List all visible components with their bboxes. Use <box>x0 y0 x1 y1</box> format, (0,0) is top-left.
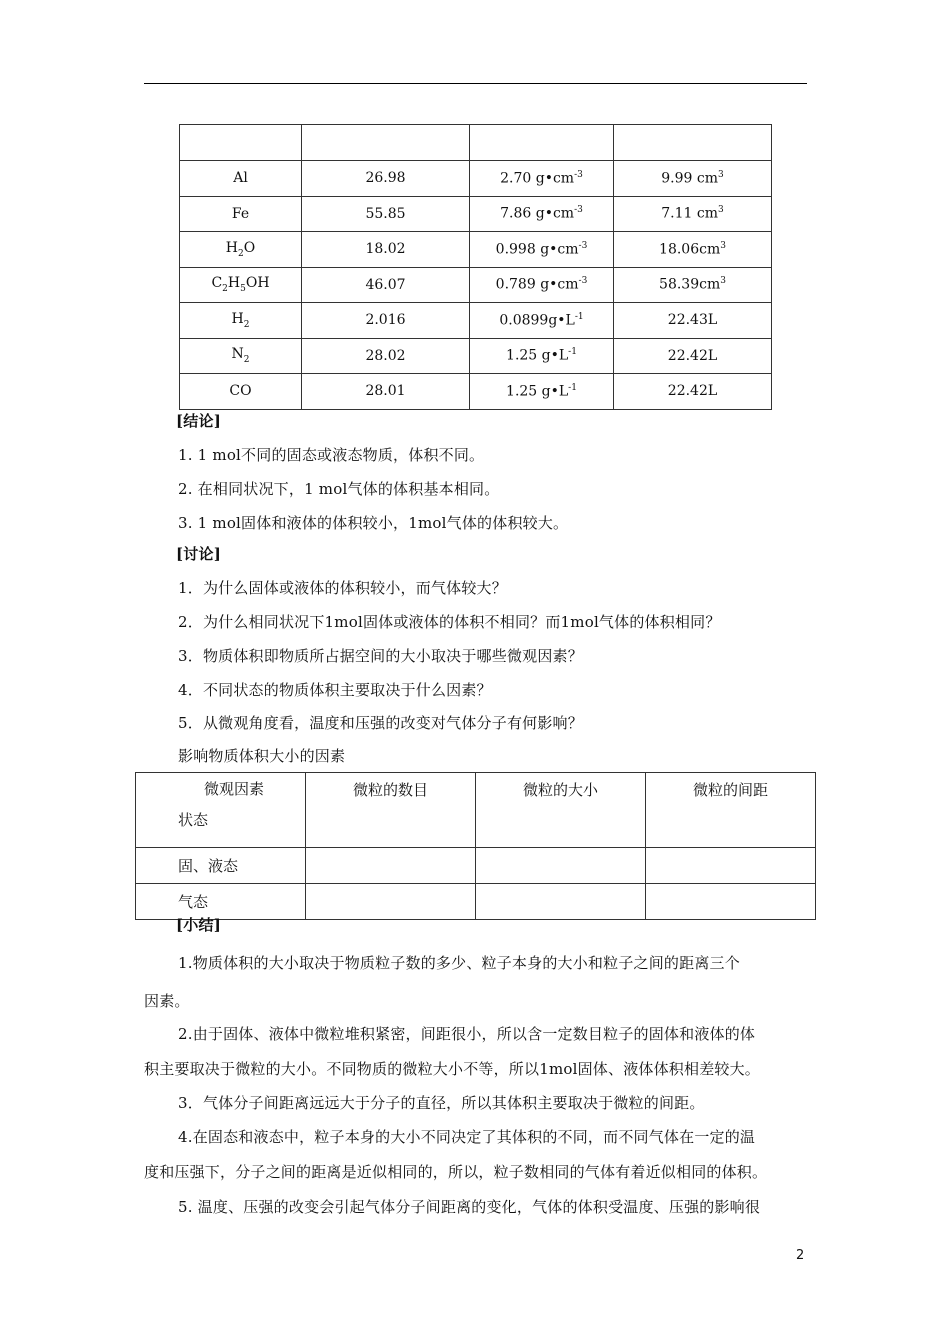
summary-line: 3．气体分子间距离远远大于分子的直径，所以其体积主要取决于微粒的间距。 <box>178 1094 705 1112</box>
discussion-item: 1．为什么固体或液体的体积较小，而气体较大？ <box>178 579 507 597</box>
volume-factor-table <box>135 772 816 920</box>
empty-cell <box>306 884 476 920</box>
volume-cell: $18.06cm^3$ <box>614 232 772 268</box>
table-row <box>180 196 772 232</box>
summary-line: 因素。 <box>144 992 190 1010</box>
density-cell: 0.789 $g•cm^{-3}$ <box>470 267 614 303</box>
header-cell <box>302 125 470 161</box>
column-header: 微粒的数目 <box>306 773 476 848</box>
molar-mass-cell: 18.02 <box>302 232 470 268</box>
molar-mass-cell: 28.01 <box>302 374 470 410</box>
table-header-row <box>136 773 816 848</box>
molar-mass-cell: 2.016 <box>302 303 470 339</box>
empty-cell <box>476 884 646 920</box>
table-row <box>180 267 772 303</box>
volume-cell: 22.42L <box>614 374 772 410</box>
table-row <box>180 374 772 410</box>
discussion-item: 5．从微观角度看，温度和压强的改变对气体分子有何影响？ <box>178 714 583 732</box>
summary-line: 积主要取决于微粒的大小。不同物质的微粒大小不等，所以1mol固体、液体体积相差较大。 <box>144 1060 760 1078</box>
volume-cell: $58.39cm^3$ <box>614 267 772 303</box>
corner-bottom-label: 状态 <box>178 811 209 829</box>
discussion-item: 3．物质体积即物质所占据空间的大小取决于哪些微观因素？ <box>178 647 583 665</box>
table-row <box>136 848 816 884</box>
table-header-row <box>180 125 772 161</box>
empty-cell <box>476 848 646 884</box>
conclusion-item: 2. 在相同状况下，1 mol气体的体积基本相同。 <box>178 480 500 498</box>
molar-mass-cell: 28.02 <box>302 338 470 374</box>
substance-cell: Fe <box>180 196 302 232</box>
density-cell: 7.86 $g•cm^{-3}$ <box>470 196 614 232</box>
table-row <box>180 232 772 268</box>
row-label: 气态 <box>136 884 306 920</box>
row-label: 固、液态 <box>136 848 306 884</box>
substance-cell: Al <box>180 161 302 197</box>
column-header: 微粒的间距 <box>646 773 816 848</box>
page-number: 2 <box>796 1248 805 1263</box>
substance-cell: CO <box>180 374 302 410</box>
factor-table-caption: 影响物质体积大小的因素 <box>178 747 346 765</box>
density-cell: $0.0899g•L^{-1}$ <box>470 303 614 339</box>
table-row <box>180 303 772 339</box>
discussion-item: 4．不同状态的物质体积主要取决于什么因素？ <box>178 681 492 699</box>
corner-cell <box>136 773 306 848</box>
substance-cell: $C_2H_5OH$ <box>180 267 302 303</box>
density-cell: 1.25 $g•L^{-1}$ <box>470 374 614 410</box>
corner-top-label: 微观因素 <box>204 780 265 798</box>
density-cell: 2.70 $g•cm^{-3}$ <box>470 161 614 197</box>
summary-line: 度和压强下，分子之间的距离是近似相同的，所以，粒子数相同的气体有着近似相同的体积。 <box>144 1163 768 1181</box>
table-row <box>180 161 772 197</box>
density-cell: 1.25 $g•L^{-1}$ <box>470 338 614 374</box>
conclusion-item: 1. 1 mol不同的固态或液态物质，体积不同。 <box>178 446 485 464</box>
volume-cell: 7.11 $cm^3$ <box>614 196 772 232</box>
substance-cell: $H_2$ <box>180 303 302 339</box>
empty-cell <box>306 848 476 884</box>
volume-cell: 22.43L <box>614 303 772 339</box>
summary-line: 4.在固态和液态中，粒子本身的大小不同决定了其体积的不同，而不同气体在一定的温 <box>178 1128 756 1146</box>
summary-line: 2.由于固体、液体中微粒堆积紧密，间距很小，所以含一定数目粒子的固体和液体的体 <box>178 1025 756 1043</box>
density-cell: 0.998 $g•cm^{-3}$ <box>470 232 614 268</box>
discussion-heading: [讨论] <box>176 545 221 563</box>
molar-volume-table <box>179 124 772 410</box>
empty-cell <box>646 884 816 920</box>
header-rule <box>144 83 807 84</box>
header-cell <box>180 125 302 161</box>
summary-line: 5. 温度、压强的改变会引起气体分子间距离的变化，气体的体积受温度、压强的影响很 <box>178 1198 761 1216</box>
discussion-item: 2．为什么相同状况下1mol固体或液体的体积不相同？而1mol气体的体积相同？ <box>178 613 721 631</box>
molar-mass-cell: 26.98 <box>302 161 470 197</box>
volume-cell: 9.99 $cm^3$ <box>614 161 772 197</box>
substance-cell: $N_2$ <box>180 338 302 374</box>
empty-cell <box>646 848 816 884</box>
header-cell <box>614 125 772 161</box>
conclusion-heading: [结论] <box>176 412 221 430</box>
summary-line: 1.物质体积的大小取决于物质粒子数的多少、粒子本身的大小和粒子之间的距离三个 <box>178 954 740 972</box>
summary-heading: [小结] <box>176 916 221 934</box>
molar-mass-cell: 46.07 <box>302 267 470 303</box>
table-row <box>180 338 772 374</box>
substance-cell: $H_2O$ <box>180 232 302 268</box>
header-cell <box>470 125 614 161</box>
volume-cell: 22.42L <box>614 338 772 374</box>
molar-mass-cell: 55.85 <box>302 196 470 232</box>
conclusion-item: 3. 1 mol固体和液体的体积较小，1mol气体的体积较大。 <box>178 514 569 532</box>
column-header: 微粒的大小 <box>476 773 646 848</box>
table-row <box>136 884 816 920</box>
